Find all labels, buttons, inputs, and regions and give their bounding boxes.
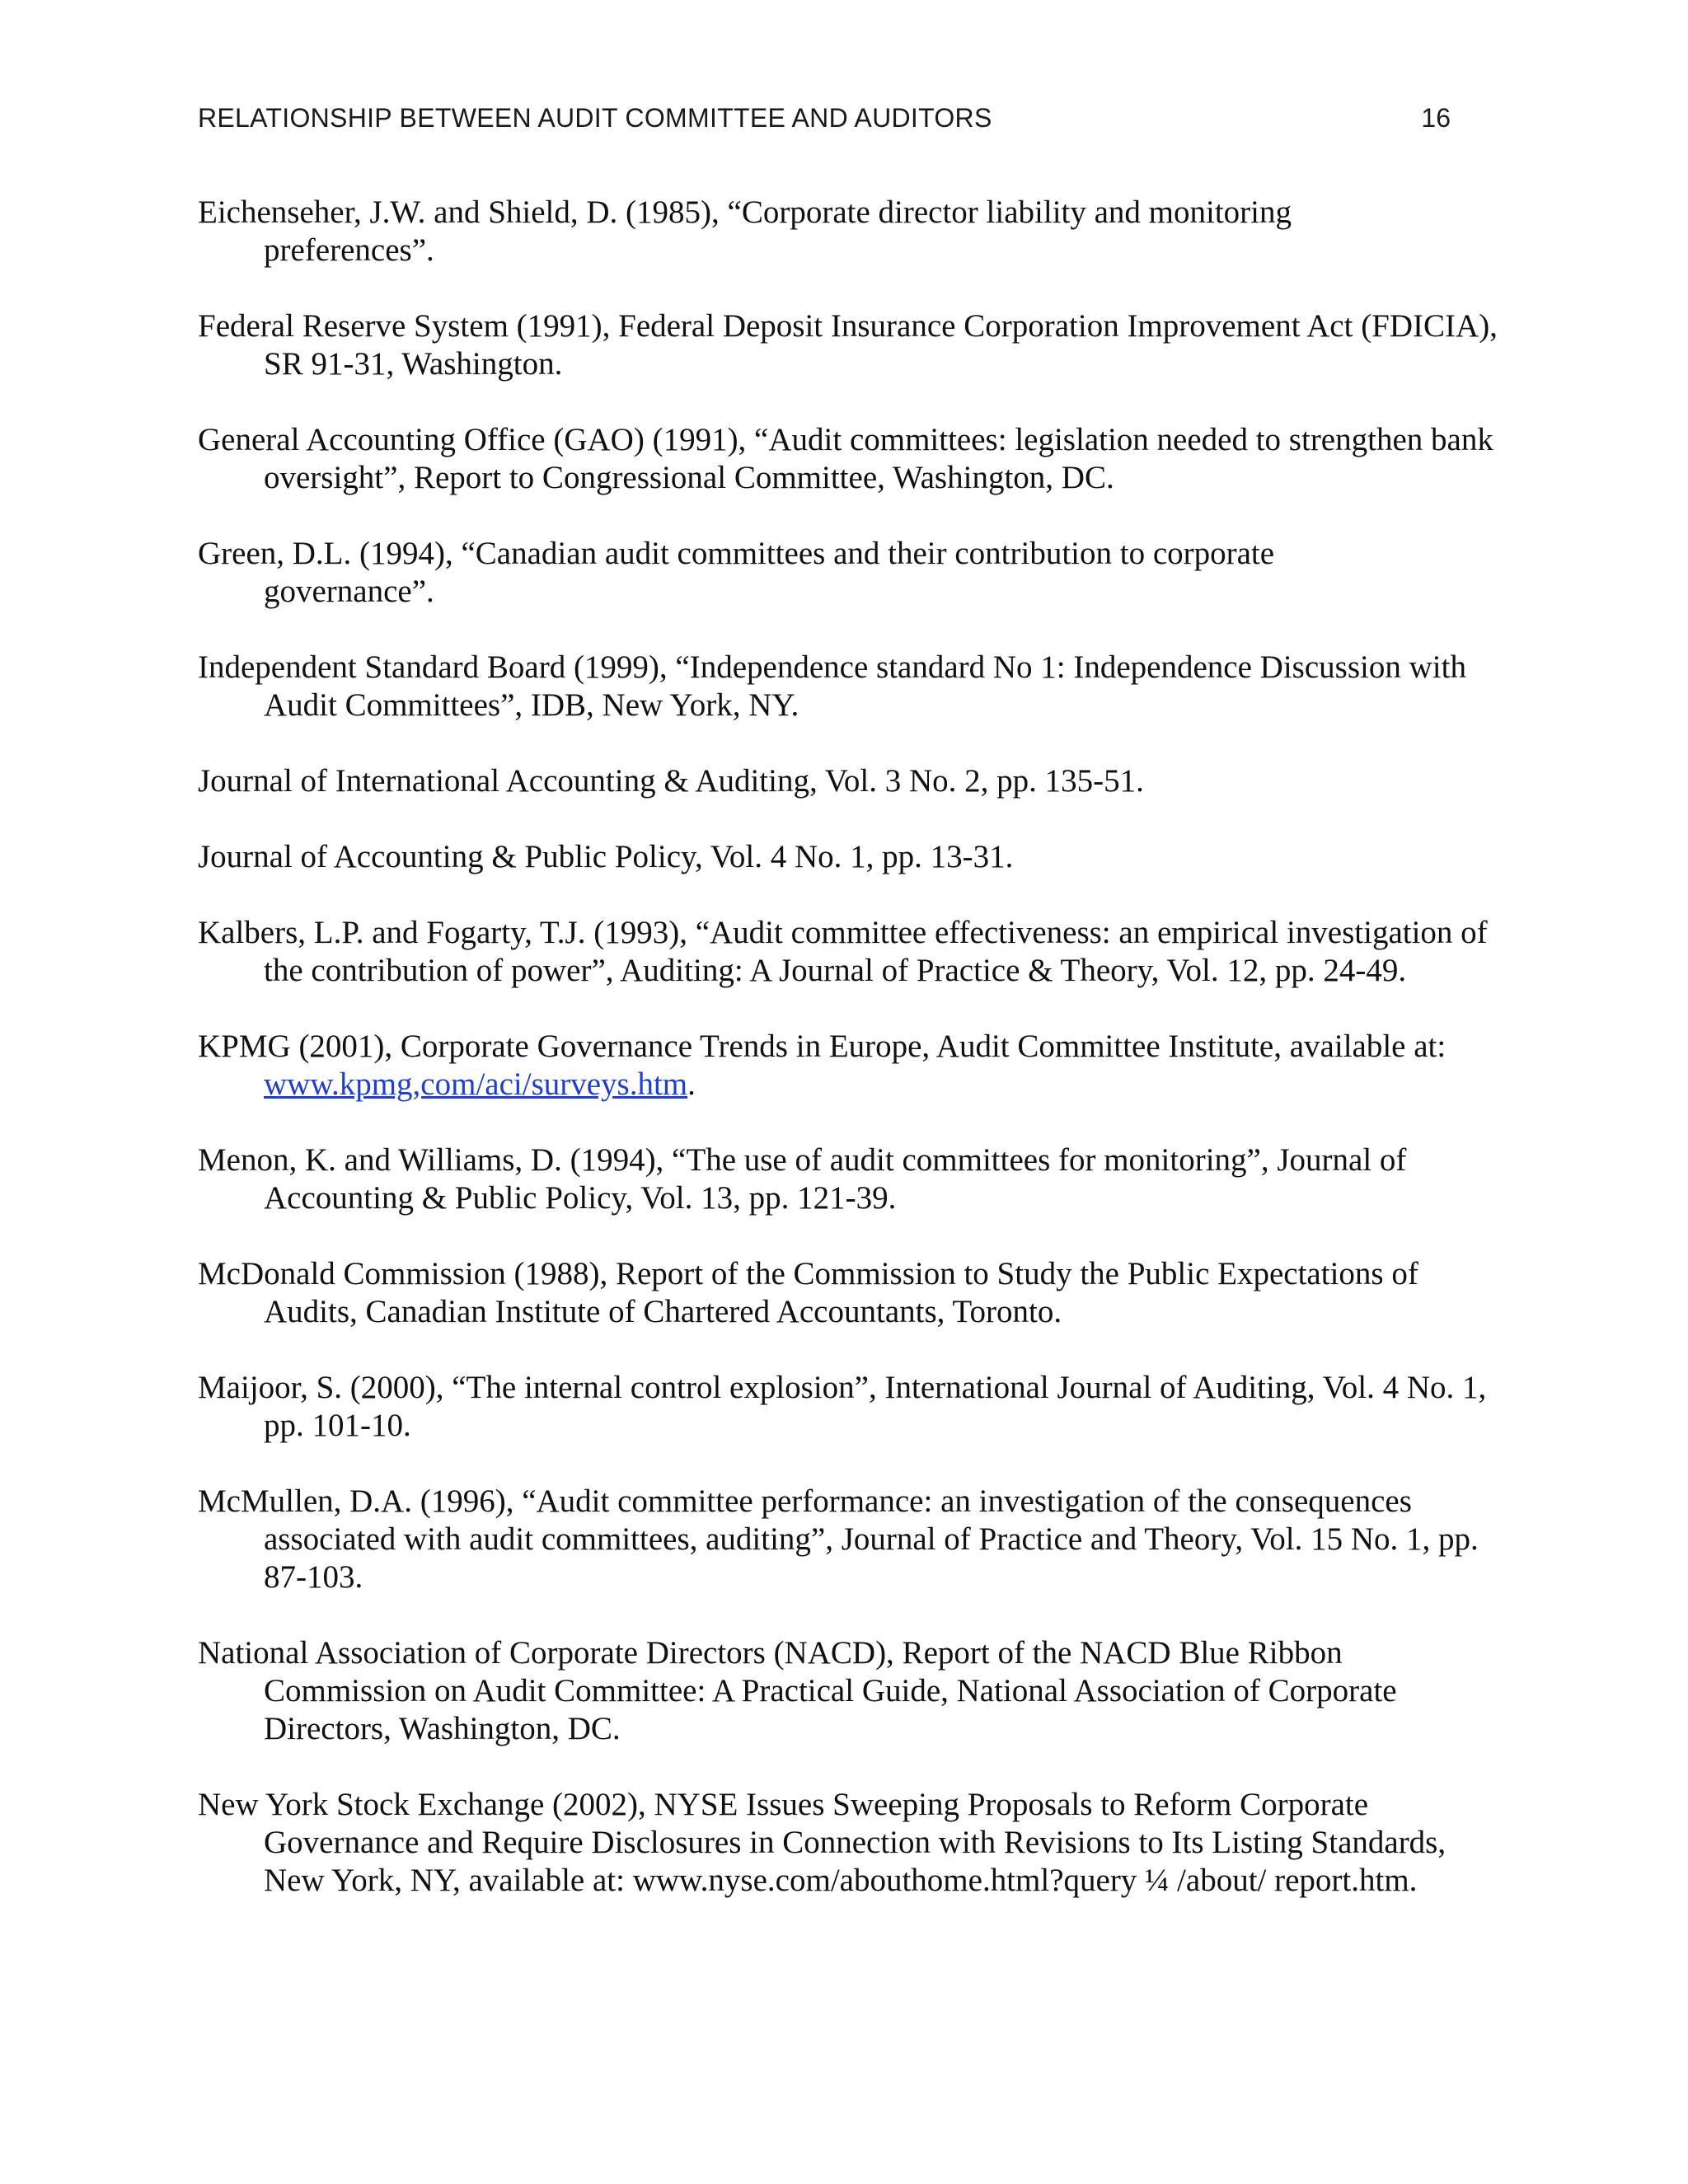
reference-entry: Journal of Accounting & Public Policy, Vol. 4 No. 1, pp. 13-31. bbox=[198, 839, 1014, 874]
reference-entry: Journal of International Accounting & Auditing, Vol. 3 No. 2, pp. 135-51. bbox=[198, 763, 1144, 799]
reference-entry-kpmg bbox=[198, 1028, 1500, 1104]
reference-list bbox=[198, 194, 1500, 1900]
reference-entry: Green, D.L. (1994), “Canadian audit committees and their contribution to corporate governance”. bbox=[198, 536, 1275, 609]
reference-entry: General Accounting Office (GAO) (1991), “Audit committees: legislation needed to strengthen bank oversight”, Report to Congressional Committee, Washington, DC. bbox=[198, 422, 1493, 495]
reference-entry: Maijoor, S. (2000), “The internal control explosion”, International Journal of Auditing, Vol. 4 No. 1, pp. 101-10. bbox=[198, 1370, 1487, 1443]
reference-entry: Kalbers, L.P. and Fogarty, T.J. (1993), “Audit committee effectiveness: an empirical investigation of the contribution of power”, Auditing: A Journal of Practice & Theory, Vol. 12, pp. 24-49. bbox=[198, 915, 1488, 988]
reference-entry: Menon, K. and Williams, D. (1994), “The use of audit committees for monitoring”, Journal of Accounting & Public Policy, Vol. 13, pp. 121-39. bbox=[198, 1142, 1407, 1216]
reference-entry: McDonald Commission (1988), Report of the Commission to Study the Public Expectations of Audits, Canadian Institute of Chartered Accountants, Toronto. bbox=[198, 1256, 1418, 1329]
reference-entry: Independent Standard Board (1999), “Independence standard No 1: Independence Discussion with Audit Committees”, IDB, New York, NY. bbox=[198, 649, 1466, 723]
reference-entry: Federal Reserve System (1991), Federal Deposit Insurance Corporation Improvement Act (FDICIA), SR 91-31, Washington. bbox=[198, 308, 1498, 382]
reference-entry: McMullen, D.A. (1996), “Audit committee performance: an investigation of the consequences associated with audit committees, auditing”, Journal of Practice and Theory, Vol. 15 No. 1, pp. 87-103. bbox=[198, 1483, 1479, 1595]
reference-entry: Eichenseher, J.W. and Shield, D. (1985), “Corporate director liability and monitoring preferences”. bbox=[198, 194, 1292, 268]
reference-text: KPMG (2001), Corporate Governance Trends in Europe, Audit Committee Institute, available at: bbox=[198, 1029, 1447, 1064]
running-title: RELATIONSHIP BETWEEN AUDIT COMMITTEE AND AUDITORS bbox=[198, 103, 992, 133]
page-number: 16 bbox=[1421, 103, 1451, 133]
reference-suffix: . bbox=[687, 1066, 696, 1102]
reference-entry: National Association of Corporate Directors (NACD), Report of the NACD Blue Ribbon Commission on Audit Committee: A Practical Guide, National Association of Corporate Directors, Washington, DC. bbox=[198, 1635, 1397, 1746]
running-header bbox=[198, 97, 1451, 138]
kpmg-survey-link[interactable]: www.kpmg,com/aci/surveys.htm bbox=[264, 1066, 688, 1102]
reference-entry: New York Stock Exchange (2002), NYSE Issues Sweeping Proposals to Reform Corporate Governance and Require Disclosures in Connection with Revisions to Its Listing Standards, New York, NY, available at: www.nyse.com/abouthome.html?query ¼ /about/ report.htm. bbox=[198, 1787, 1447, 1898]
